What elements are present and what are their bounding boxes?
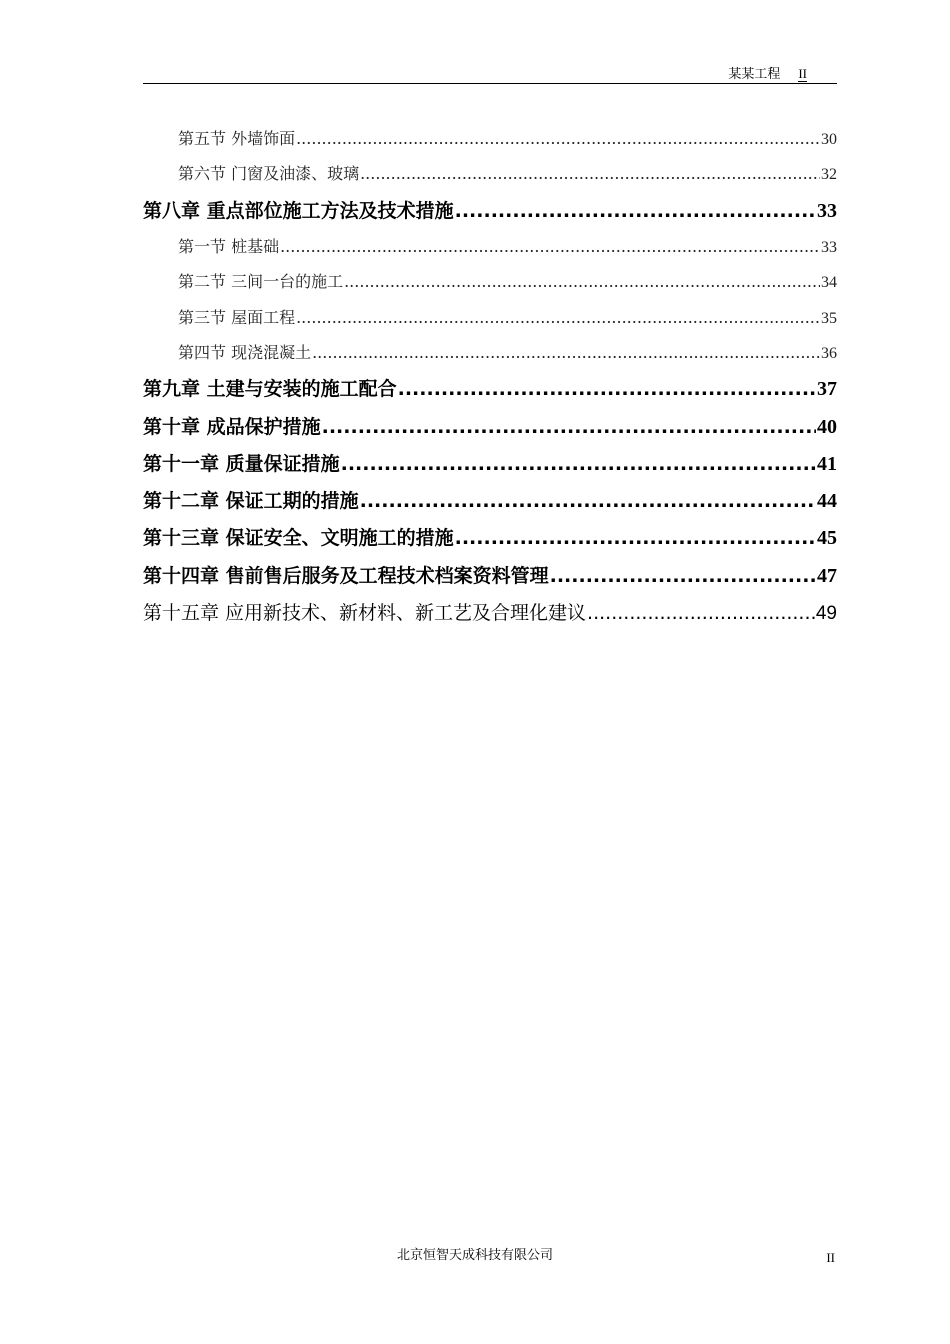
toc-entry-page: 41	[817, 453, 837, 475]
toc-entry-label: 第六节 门窗及油漆、玻璃	[178, 164, 360, 183]
toc-entry-page: 49	[815, 603, 837, 624]
footer-company-name: 北京恒智天成科技有限公司	[396, 1248, 553, 1263]
toc-entry-page: 44	[817, 490, 837, 512]
toc-entry[interactable]	[143, 269, 837, 292]
toc-chapter-entry[interactable]	[143, 561, 837, 588]
page-header	[728, 66, 807, 83]
toc-chapter-entry[interactable]	[143, 486, 837, 513]
toc-chapter-entry[interactable]	[143, 374, 837, 401]
toc-leader-dots	[398, 378, 816, 400]
toc-entry-page: 35	[821, 310, 837, 327]
toc-entry-page: 30	[821, 131, 837, 148]
toc-chapter-entry[interactable]	[143, 523, 837, 550]
toc-entry-page: 40	[817, 416, 837, 438]
toc-entry-page: 37	[817, 378, 837, 400]
toc-entry-label: 第二节 三间一台的施工	[178, 272, 344, 291]
toc-leader-dots	[550, 565, 816, 587]
toc-leader-dots	[344, 272, 820, 291]
toc-entry-page: 33	[817, 200, 837, 222]
footer-page-number: II	[826, 1250, 835, 1265]
toc-entry-page: 34	[821, 274, 837, 291]
toc-entry-page: 45	[817, 527, 837, 549]
toc-entry-label: 第十四章 售前售后服务及工程技术档案资料管理	[143, 565, 549, 587]
toc-chapter-entry[interactable]	[143, 412, 837, 439]
toc-entry-label: 第十三章 保证安全、文明施工的措施	[143, 527, 454, 549]
toc-entry-label: 第三节 屋面工程	[178, 308, 296, 327]
toc-entry-label: 第一节 桩基础	[178, 237, 280, 256]
toc-entry-page: 33	[821, 239, 837, 256]
toc-entry-page: 36	[821, 345, 837, 362]
toc-entry-label: 第四节 现浇混凝土	[178, 343, 312, 362]
toc-leader-dots	[360, 164, 820, 183]
toc-entry[interactable]	[143, 161, 837, 184]
toc-leader-dots	[455, 200, 816, 222]
toc-leader-dots	[312, 343, 820, 362]
header-title: 某某工程	[728, 67, 781, 82]
toc-leader-dots	[341, 453, 816, 475]
toc-entry-label: 第九章 土建与安装的施工配合	[143, 378, 397, 400]
toc-entry-label: 第十五章 应用新技术、新材料、新工艺及合理化建议	[143, 602, 587, 624]
toc-leader-dots	[296, 129, 820, 148]
header-page-number: II	[798, 66, 807, 81]
toc-chapter-entry[interactable]	[143, 196, 837, 223]
toc-leader-dots	[280, 237, 820, 256]
toc-entry-page: 32	[821, 166, 837, 183]
toc-entry[interactable]	[143, 234, 837, 257]
toc-entry[interactable]	[143, 305, 837, 328]
toc-entry[interactable]	[143, 126, 837, 149]
toc-chapter-entry[interactable]	[143, 449, 837, 476]
toc-entry-page: 47	[817, 565, 837, 587]
toc-entry-label: 第八章 重点部位施工方法及技术措施	[143, 200, 454, 222]
toc-leader-dots	[360, 490, 816, 512]
toc-leader-dots	[322, 416, 816, 438]
toc-entry-label: 第五节 外墙饰面	[178, 129, 296, 148]
toc-leader-dots	[296, 308, 820, 327]
toc-entry-label: 第十一章 质量保证措施	[143, 453, 340, 475]
toc-leader-dots	[587, 602, 815, 624]
toc-entry-label: 第十二章 保证工期的措施	[143, 490, 359, 512]
toc-leader-dots	[455, 527, 816, 549]
toc-entry[interactable]	[143, 340, 837, 363]
toc-entry-label: 第十章 成品保护措施	[143, 416, 321, 438]
header-rule	[143, 83, 837, 84]
toc-chapter-entry[interactable]	[143, 598, 837, 625]
